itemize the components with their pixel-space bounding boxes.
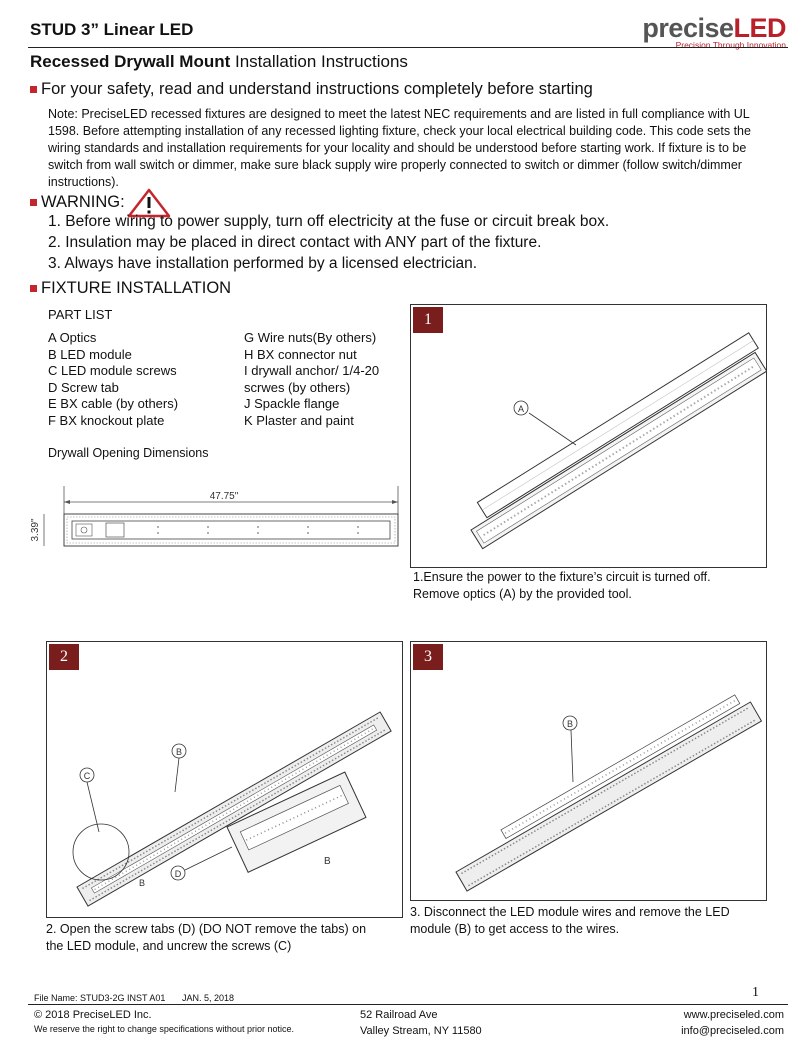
footer-divider bbox=[28, 1004, 788, 1005]
fixture-heading-text: FIXTURE INSTALLATION bbox=[41, 279, 232, 297]
document-subtitle bbox=[30, 52, 408, 72]
step-2-number: 2 bbox=[49, 644, 79, 670]
warning-heading bbox=[30, 193, 125, 212]
page-number: 1 bbox=[752, 985, 759, 1000]
part-item: K Plaster and paint bbox=[244, 412, 354, 428]
subtitle-bold: Recessed Drywall Mount bbox=[30, 52, 231, 71]
step-1-caption-line: Remove optics (A) by the provided tool. bbox=[413, 587, 632, 601]
safety-note: Note: PreciseLED recessed fixtures are designed to meet the latest NEC requirements and are listed in full compliance with UL 1598. Before attempting installation of any recessed lighting fixture, check your local electrical building code. This code sets the wiring standards and installation requirements for your locality and should be understood before starting work. If fixture is to be switch from wall switch or dimmer, make sure black supply wire properly connected to switch or dimmer (follow switch/dimmer instructions). bbox=[48, 107, 751, 189]
company-logo bbox=[636, 14, 786, 50]
file-date: JAN. 5, 2018 bbox=[182, 993, 235, 1003]
warning-list bbox=[48, 211, 609, 274]
step-3-caption-line: 3. Disconnect the LED module wires and remove the LED bbox=[410, 905, 730, 919]
dimension-width-label: 47.75" bbox=[209, 491, 239, 502]
part-item: C LED module screws bbox=[48, 363, 177, 378]
step-2-caption-line: 2. Open the screw tabs (D) (DO NOT remove the tabs) on bbox=[46, 922, 367, 936]
parts-list-right bbox=[244, 330, 379, 429]
file-name: File Name: STUD3-2G INST A01 bbox=[34, 993, 166, 1003]
disclaimer: We reserve the right to change specifications without prior notice. bbox=[34, 1024, 294, 1034]
callout-c-label: C bbox=[83, 771, 91, 781]
bullet-square-icon bbox=[30, 285, 37, 292]
part-item: G Wire nuts(By others) bbox=[244, 330, 377, 345]
bullet-square-icon bbox=[30, 86, 37, 93]
part-item: D Screw tab bbox=[48, 379, 119, 395]
warning-item: 3. Always have installation performed by a licensed electrician. bbox=[48, 255, 478, 272]
callout-b-label: B bbox=[324, 856, 331, 867]
part-item: J Spackle flange bbox=[244, 396, 340, 411]
callout-a-label: A bbox=[517, 404, 525, 414]
address-line-1: 52 Railroad Ave bbox=[360, 1009, 438, 1021]
part-item: A Optics bbox=[48, 330, 97, 345]
callout-b-label: B bbox=[139, 878, 146, 888]
product-title: STUD 3” Linear LED bbox=[30, 20, 194, 39]
part-item: scrwes (by others) bbox=[244, 379, 351, 395]
part-item: H BX connector nut bbox=[244, 346, 357, 362]
callout-b-label: B bbox=[566, 719, 574, 729]
logo-text-b: LED bbox=[733, 13, 786, 43]
part-item: I drywall anchor/ 1/4-20 bbox=[244, 363, 380, 378]
step-3-number: 3 bbox=[413, 644, 443, 670]
address-line-2: Valley Stream, NY 11580 bbox=[360, 1025, 482, 1037]
warning-item: 2. Insulation may be placed in direct contact with ANY part of the fixture. bbox=[48, 234, 542, 251]
step-3-caption bbox=[410, 904, 730, 938]
warning-heading-text: WARNING: bbox=[41, 193, 125, 211]
logo-text-a: precise bbox=[642, 13, 734, 43]
step-1-number: 1 bbox=[413, 307, 443, 333]
website-link[interactable]: www.preciseled.com bbox=[683, 1009, 784, 1021]
callout-d-label: D bbox=[174, 869, 182, 879]
warning-item: 1. Before wiring to power supply, turn off electricity at the fuse or circuit break box. bbox=[48, 213, 610, 230]
step-1-panel bbox=[410, 304, 767, 568]
part-item: B LED module bbox=[48, 346, 132, 362]
copyright: © 2018 PreciseLED Inc. bbox=[34, 1009, 152, 1021]
step-1-illustration bbox=[411, 305, 766, 567]
part-list-title: PART LIST bbox=[48, 307, 113, 322]
step-2-caption-line: the LED module, and uncrew the screws (C) bbox=[46, 939, 292, 953]
fixture-heading bbox=[30, 279, 231, 298]
callout-b-label: B bbox=[175, 747, 183, 757]
step-2-caption bbox=[46, 921, 366, 955]
step-2-illustration bbox=[47, 642, 402, 917]
logo-tagline: Precision Through Innovation bbox=[675, 40, 786, 50]
drywall-dimensions-title: Drywall Opening Dimensions bbox=[48, 446, 209, 460]
part-item: E BX cable (by others) bbox=[48, 396, 179, 411]
safety-heading bbox=[30, 80, 593, 99]
step-3-caption-line: module (B) to get access to the wires. bbox=[410, 922, 620, 936]
parts-list-left bbox=[48, 330, 178, 429]
bullet-square-icon bbox=[30, 199, 37, 206]
header-divider bbox=[28, 47, 788, 48]
safety-heading-text: For your safety, read and understand instructions completely before starting bbox=[41, 80, 593, 98]
step-3-illustration bbox=[411, 642, 766, 900]
step-1-caption-line: 1.Ensure the power to the fixture’s circuit is turned off. bbox=[413, 570, 711, 584]
drywall-opening-drawing bbox=[28, 478, 413, 558]
step-3-panel bbox=[410, 641, 767, 901]
step-1-caption bbox=[413, 569, 711, 603]
part-item: F BX knockout plate bbox=[48, 412, 165, 428]
dimension-height-label: 3.39" bbox=[30, 518, 41, 542]
email-link[interactable]: info@preciseled.com bbox=[681, 1025, 784, 1037]
step-2-panel bbox=[46, 641, 403, 918]
subtitle-rest: Installation Instructions bbox=[230, 52, 408, 71]
